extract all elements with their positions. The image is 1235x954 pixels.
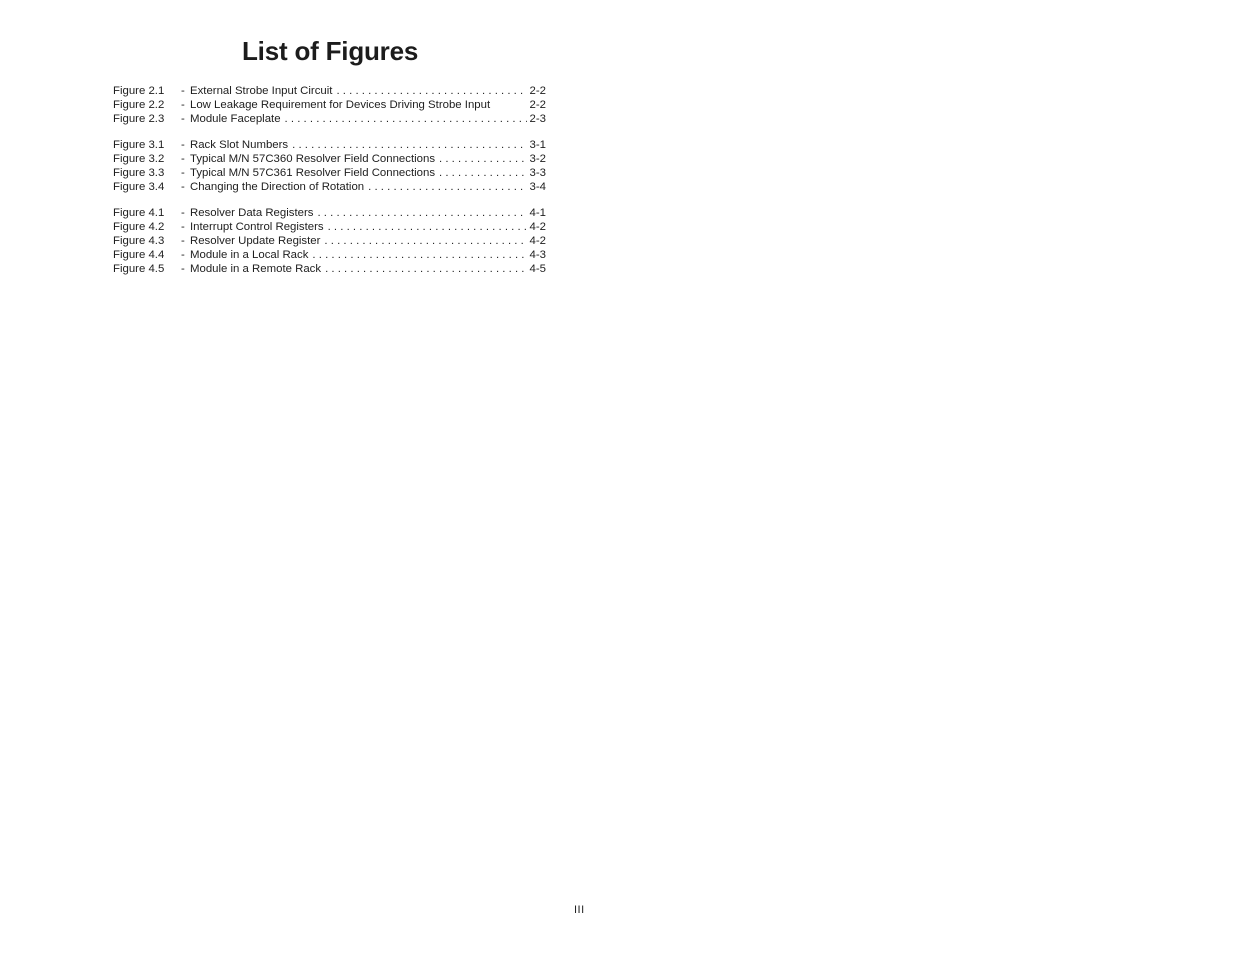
figure-caption: Resolver Data Registers	[190, 207, 314, 219]
figure-entry[interactable]	[113, 248, 546, 262]
entry-separator: -	[181, 181, 185, 193]
page-reference: 4-5	[529, 263, 546, 275]
figure-number: Figure 2.3	[113, 113, 165, 125]
figure-entry[interactable]	[113, 84, 546, 98]
figure-caption: Low Leakage Requirement for Devices Driving Strobe Input	[190, 99, 491, 111]
figure-group-chapter-4	[113, 206, 546, 276]
dot-leader	[368, 180, 526, 194]
figure-caption: Typical M/N 57C361 Resolver Field Connections	[190, 167, 436, 179]
dot-leader	[328, 220, 527, 234]
page-reference: 4-2	[529, 235, 546, 247]
entry-separator: -	[181, 167, 185, 179]
figure-group-chapter-3	[113, 138, 546, 194]
entry-separator: -	[181, 221, 185, 233]
figure-number: Figure 3.4	[113, 181, 165, 193]
figure-number: Figure 4.4	[113, 249, 165, 261]
figure-caption: Changing the Direction of Rotation	[190, 181, 365, 193]
dot-leader	[285, 112, 527, 126]
list-of-figures	[113, 84, 546, 288]
figure-entry[interactable]	[113, 98, 546, 112]
page-reference: 4-3	[529, 249, 546, 261]
figure-entry[interactable]	[113, 206, 546, 220]
page-title: List of Figures	[242, 36, 419, 66]
dot-leader	[317, 206, 526, 220]
dot-leader	[292, 138, 526, 152]
entry-separator: -	[181, 153, 185, 165]
entry-separator: -	[181, 113, 185, 125]
page-number: III	[574, 904, 585, 916]
figure-number: Figure 2.2	[113, 99, 165, 111]
dot-leader	[324, 234, 526, 248]
figure-caption: Interrupt Control Registers	[190, 221, 324, 233]
figure-group-chapter-2	[113, 84, 546, 126]
figure-number: Figure 4.3	[113, 235, 165, 247]
entry-separator: -	[181, 235, 185, 247]
figure-caption: Module Faceplate	[190, 113, 281, 125]
figure-caption: Typical M/N 57C360 Resolver Field Connections	[190, 153, 436, 165]
entry-separator: -	[181, 85, 185, 97]
page-reference: 3-2	[529, 153, 546, 165]
figure-caption: Module in a Remote Rack	[190, 263, 322, 275]
entry-separator: -	[181, 207, 185, 219]
figure-number: Figure 4.1	[113, 207, 165, 219]
page-reference: 4-1	[529, 207, 546, 219]
figure-entry[interactable]	[113, 138, 546, 152]
figure-number: Figure 3.1	[113, 139, 165, 151]
page-reference: 3-3	[529, 167, 546, 179]
figure-number: Figure 3.3	[113, 167, 165, 179]
figure-number: Figure 4.2	[113, 221, 165, 233]
entry-separator: -	[181, 99, 185, 111]
figure-entry[interactable]	[113, 152, 546, 166]
figure-entry[interactable]	[113, 234, 546, 248]
figure-number: Figure 2.1	[113, 85, 165, 97]
figure-caption: External Strobe Input Circuit	[190, 85, 333, 97]
entry-separator: -	[181, 139, 185, 151]
figure-caption: Resolver Update Register	[190, 235, 321, 247]
figure-number: Figure 3.2	[113, 153, 165, 165]
dot-leader	[439, 152, 527, 166]
dot-leader	[312, 248, 526, 262]
page-reference: 4-2	[529, 221, 546, 233]
page-reference: 2-2	[529, 99, 546, 111]
entry-separator: -	[181, 263, 185, 275]
page-reference: 3-4	[529, 181, 546, 193]
figure-entry[interactable]	[113, 220, 546, 234]
entry-separator: -	[181, 249, 185, 261]
figure-caption: Rack Slot Numbers	[190, 139, 289, 151]
dot-leader	[336, 84, 526, 98]
figure-entry[interactable]	[113, 180, 546, 194]
dot-leader	[439, 166, 527, 180]
page-reference: 2-2	[529, 85, 546, 97]
figure-entry[interactable]	[113, 166, 546, 180]
dot-leader	[325, 262, 526, 276]
page-reference: 3-1	[529, 139, 546, 151]
figure-entry[interactable]	[113, 112, 546, 126]
figure-entry[interactable]	[113, 262, 546, 276]
figure-number: Figure 4.5	[113, 263, 165, 275]
figure-caption: Module in a Local Rack	[190, 249, 309, 261]
page-reference: 2-3	[529, 113, 546, 125]
